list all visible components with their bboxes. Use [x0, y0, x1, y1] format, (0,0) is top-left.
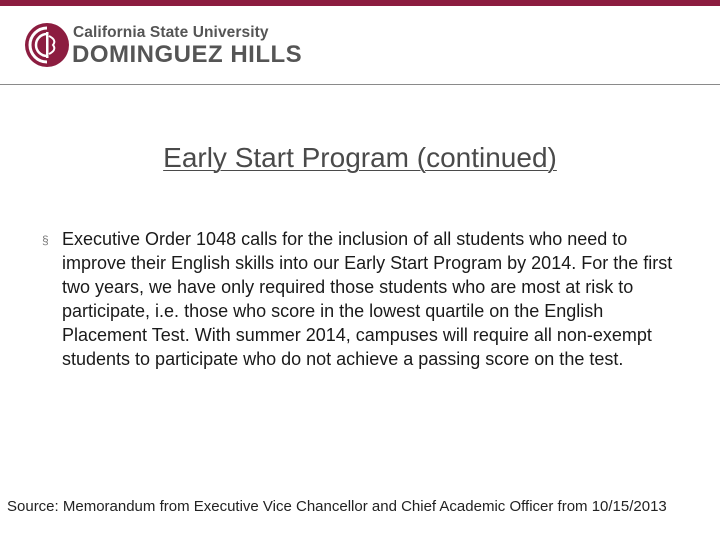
logo-line-2: DOMINGUEZ HILLS — [72, 41, 303, 68]
source-citation: Source: Memorandum from Executive Vice Chancellor and Chief Academic Officer from 10/15/2013 — [7, 498, 667, 515]
bullet-text: Executive Order 1048 calls for the inclusion of all students who need to improve their English skills into our Early Start Program by 2014. For the first two years, we have only required those students who are most at risk to participate, i.e. those who score in the lowest quartile on the English Placement Test. With summer 2014, campuses will require all non-exempt students to participate who do not achieve a passing score on the test. — [62, 229, 673, 369]
bullet-item — [42, 227, 692, 371]
header-divider — [0, 84, 720, 85]
top-accent-bar — [0, 0, 720, 6]
csudh-emblem-icon — [24, 22, 70, 68]
university-logo — [24, 22, 303, 70]
slide-title: Early Start Program (continued) — [163, 142, 557, 173]
bullet-marker-icon: § — [42, 233, 49, 247]
logo-line-1: California State University — [73, 24, 269, 41]
